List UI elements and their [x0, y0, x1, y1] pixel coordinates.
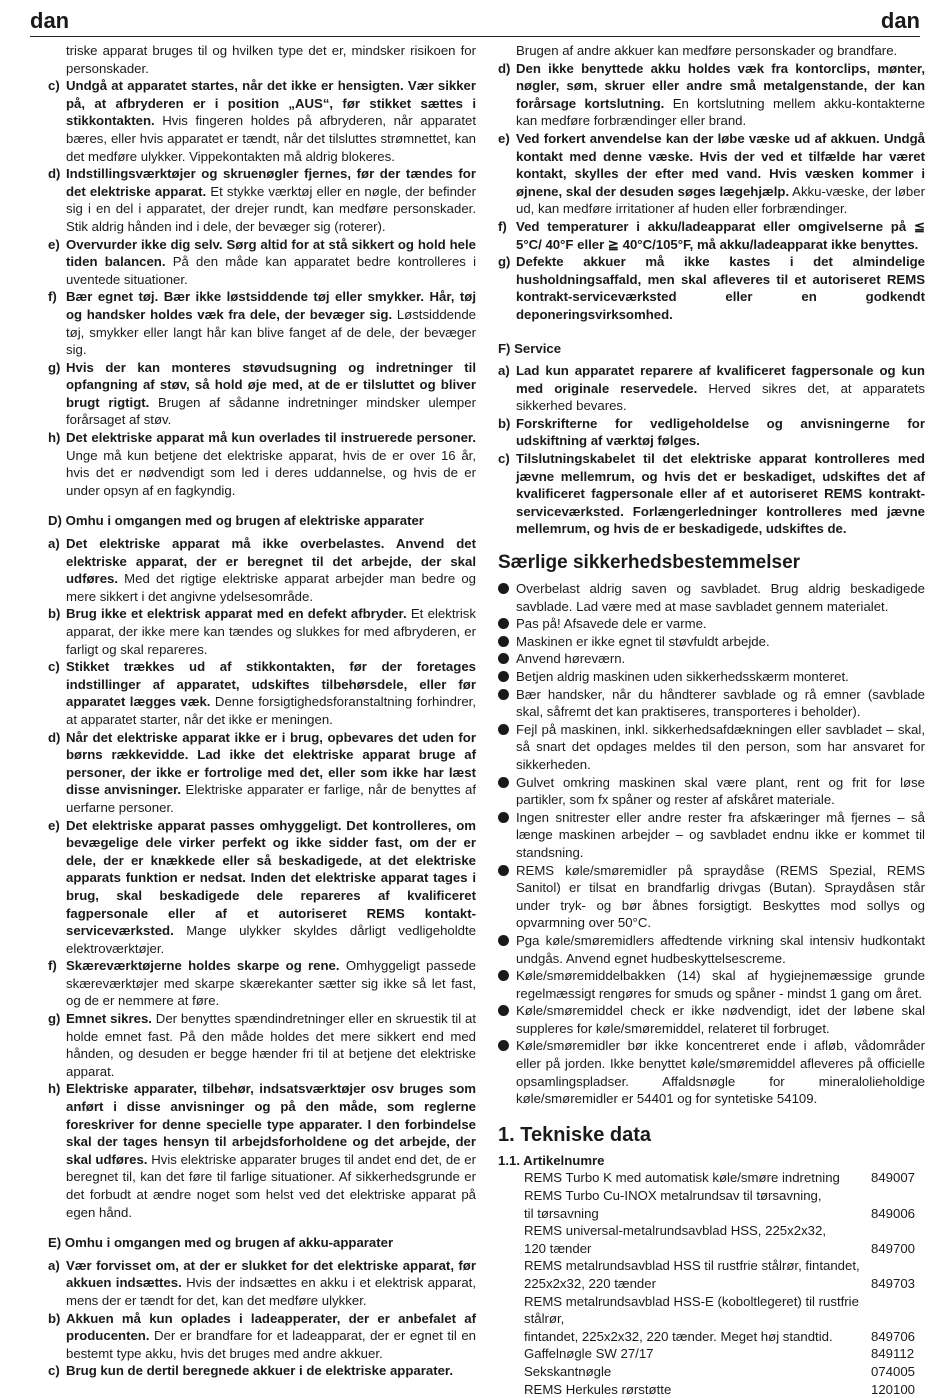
- article-description: REMS Turbo K med automatisk køle/smøre indretning: [524, 1170, 840, 1186]
- bullet-dot-icon: [498, 671, 509, 682]
- item-bold-text: Skæreværktøjerne holdes skarpe og rene.: [66, 958, 340, 974]
- item-marker: b): [48, 606, 61, 622]
- right-column: [498, 42, 925, 1398]
- list-item: [48, 236, 476, 289]
- item-marker: e): [48, 817, 60, 833]
- item-text: Der er brandfare for et ladeapparat, der er egnet til en bestemt type akku, hvis det bruges med andre akkuer.: [66, 1328, 476, 1361]
- article-row: [498, 1275, 925, 1293]
- bullet-item: [498, 967, 925, 1002]
- article-number: 849700: [871, 1240, 916, 1256]
- bullet-dot-icon: [498, 777, 509, 788]
- article-description: REMS metalrundsavblad HSS-E (koboltlegeret) til rustfrie stålrør,: [524, 1293, 859, 1327]
- item-marker: d): [48, 166, 61, 182]
- article-row: [498, 1293, 925, 1328]
- article-description: 120 tænder: [524, 1240, 592, 1256]
- item-bold-text: Akkuen må kun oplades i ladeapperater, der er anbefalet af producenten.: [66, 1310, 476, 1344]
- item-bold-text: Brug ikke et elektrisk apparat med en defekt afbryder.: [66, 606, 407, 622]
- list-item: [498, 415, 925, 450]
- list-item: [48, 1257, 476, 1310]
- item-bold-text: Brug kun de dertil beregnede akkuer i de elektriske apparater.: [66, 1363, 453, 1379]
- item-marker: f): [48, 289, 57, 305]
- item-marker: d): [498, 60, 511, 76]
- list-item: [498, 253, 925, 323]
- item-bold-text: Det elektriske apparat må kun overlades til instruerede personer.: [66, 430, 476, 446]
- article-description: REMS Turbo Cu-INOX metalrundsav til tørsavning,: [524, 1188, 822, 1204]
- bullet-text: Køle/smøremiddelbakken (14) skal af hygiejnemæssige grunde regelmæssigt rengøres for smuds og spåner - mindst 1 gang om året.: [516, 968, 925, 1001]
- item-text: Hvis fingeren holdes på afbryderen, når apparatet bæres, eller hvis apparatet er tændt, når det tilsluttes strømnettet, kan det medføre ulykker. Vippekontakten må aldrig blokeres.: [66, 113, 476, 164]
- article-number: 849112: [871, 1346, 915, 1362]
- bullet-dot-icon: [498, 1040, 509, 1051]
- item-text: Hvis elektriske apparater bruges til andet end det, de er beregnet til, kan det føre til farlige situationer. Af sikkerhedsgrunde er det forbudt at ændre noget som helst ved det elektriske apparat på egen hånd.: [66, 1151, 476, 1220]
- bullet-text: Maskinen er ikke egnet til støvfuldt arbejde.: [516, 633, 770, 649]
- article-row: [498, 1257, 925, 1275]
- bullet-item: [498, 1002, 925, 1037]
- article-numbers-table: [498, 1169, 925, 1398]
- item-marker: a): [498, 363, 510, 379]
- special-safety-list: [498, 580, 925, 1108]
- bullet-item: [498, 774, 925, 809]
- item-bold-text: Indstillingsværktøjer og skruenøgler fjernes, før der tændes for det elektriske apparat.: [66, 166, 476, 199]
- bullet-dot-icon: [498, 583, 509, 594]
- item-bold-text: Ved forkert anvendelse kan der løbe væske ud af akkuen. Undgå kontakt med denne væske. Hvis der ved et tilfælde har været kontakt, skylles der efter med vand. Hvis væsken kommer i øjnene, skal der desuden søges lægehjælp.: [516, 130, 925, 199]
- item-bold-text: Hvis der kan monteres støvudsugning og indretninger til opfangning af støv, så hold øje med, at de er tilsluttet og bliver brugt rigtigt.: [66, 359, 476, 410]
- bullet-text: Bær handsker, når du håndterer savblade og rå emner (savblade skal, såfremt det kan praktiseres, transporteres i beholder).: [516, 686, 925, 720]
- section-c-list: [48, 77, 476, 499]
- article-description: REMS Herkules rørstøtte: [524, 1381, 672, 1397]
- language-code-left: dan: [30, 8, 70, 33]
- item-text: Akku-væske, der løber ud, kan medføre irritationer af huden eller forbrændinger.: [516, 183, 925, 217]
- section-e-title: E) Omhu i omgangen med og brugen af akku-apparater: [48, 1235, 394, 1251]
- article-row: [498, 1240, 925, 1258]
- intro-continuation: triske apparat bruges til og hvilken type det er, mindsker risikoen for personskader.: [66, 43, 476, 76]
- bullet-item: [498, 932, 925, 967]
- list-item: [48, 1080, 476, 1221]
- list-item: [498, 218, 925, 253]
- item-bold-text: Ved temperaturer i akku/ladeapparat eller omgivelserne på ≦ 5°C/ 40°F eller ≧ 40°C/105°F, må akku/ladeapparat ikke benyttes.: [516, 218, 925, 252]
- list-item: [48, 957, 476, 1010]
- item-text: Løstsiddende tøj, smykker eller langt hår kan blive fanget af de dele, der bevæger sig.: [66, 306, 476, 358]
- item-bold-text: Det elektriske apparat passes omhyggeligt. Det kontrolleres, om bevægelige dele virker perfekt og ikke sidder fast, om der er dele, der er knækkede eller så beskadigede, at det elektriske apparats funktion er nedsat. Inden det elektriske apparat tages i brug, skal beskadigede dele repareres af kvalificeret fagpersonale eller af et autoriseret REMS kontakt-serviceværksted.: [66, 817, 476, 939]
- list-item: [48, 288, 476, 358]
- item-marker: a): [48, 1257, 60, 1273]
- item-marker: c): [48, 1363, 60, 1379]
- list-item: [48, 817, 476, 958]
- article-number: [871, 1293, 925, 1328]
- bullet-item: [498, 668, 925, 686]
- item-text: Omhyggeligt passede skæreværktøjer med skarpe skærekanter sætter sig ikke så let fast, og de er nemmere at føre.: [66, 958, 476, 1009]
- item-text: Hvis der indsættes en akku i et elektrisk apparat, mens der er tændt for det, kan det medføre ulykker.: [66, 1275, 476, 1308]
- item-marker: h): [48, 430, 61, 446]
- language-code-right: dan: [880, 8, 920, 33]
- item-bold-text: Bær egnet tøj. Bær ikke løstsiddende tøj eller smykker. Hår, tøj og handsker holdes væk fra dele, der bevæger sig.: [66, 289, 476, 322]
- bullet-text: Overbelast aldrig saven og savbladet. Brug aldrig beskadigede savblade. Lad være med at mase savbladet gennem materialet.: [516, 581, 925, 614]
- special-safety-title: Særlige sikkerhedsbestemmelser: [498, 552, 801, 574]
- item-marker: c): [48, 659, 60, 675]
- item-marker: c): [48, 78, 60, 94]
- item-text: Unge må kun betjene det elektriske apparat, hvis de er over 16 år, hvis det er nødvendigt som led i deres uddannelse, og hvis de er under opsyn af en fagkyndig.: [66, 447, 476, 498]
- item-bold-text: Stikket trækkes ud af stikkontakten, før der foretages indstillinger af apparatet, udskiftes tilbehørsdele, eller før apparatet lægges væk.: [66, 659, 476, 710]
- page-header: [30, 8, 920, 36]
- article-number: [871, 1187, 925, 1205]
- header-rule: [30, 36, 920, 37]
- bullet-item: [498, 721, 925, 774]
- technical-data-title: 1. Tekniske data: [498, 1123, 652, 1146]
- bullet-text: Gulvet omkring maskinen skal være plant, rent og frit for løse partikler, som fx spåner og rester af afskåret materiale.: [516, 774, 925, 808]
- item-bold-text: Overvurder ikke dig selv. Sørg altid for at stå sikkert og hold hele tiden balancen.: [66, 236, 476, 270]
- item-bold-text: Vær forvisset om, at der er slukket for det elektriske apparat, før akkuen indsættes.: [66, 1257, 476, 1291]
- bullet-text: Pga køle/smøremidlers affedtende virkning skal intensiv hudkontakt undgås. Anvend egnet hudbeskyttelsescreme.: [516, 932, 925, 966]
- bullet-dot-icon: [498, 812, 509, 823]
- bullet-dot-icon: [498, 935, 509, 946]
- item-text: På den måde kan apparatet bedre kontrolleres i uventede situationer.: [66, 254, 476, 287]
- bullet-item: [498, 580, 925, 615]
- list-item: [48, 729, 476, 817]
- article-description: Gaffelnøgle SW 27/17: [524, 1346, 654, 1362]
- bullet-dot-icon: [498, 618, 509, 629]
- item-text: Et elektrisk apparat, der ikke mere kan tændes og slukkes for med afbryderen, er farligt og skal repareres.: [66, 606, 476, 657]
- item-marker: g): [48, 359, 61, 375]
- bullet-text: Køle/smøremidler bør ikke koncentreret ende i afløb, vådområder eller på jorden. Ikke benyttet køle/smøremiddel afleveres på officielle opsamlingspladser. Affaldsnøgle for mineralolieholdige køle/smøremidler er 54401 og for syntetiske 54109.: [516, 1038, 925, 1107]
- item-marker: d): [48, 729, 61, 745]
- list-item: [48, 605, 476, 658]
- section-f-title: F) Service: [498, 340, 562, 356]
- item-marker: c): [498, 451, 510, 467]
- item-text: Denne forsigtighedsforanstaltning forhindrer, at apparatet starter, når det ikke er meningen.: [66, 694, 476, 727]
- bullet-text: Betjen aldrig maskinen uden sikkerhedsskærm monteret.: [516, 669, 849, 684]
- item-marker: g): [498, 254, 511, 270]
- bullet-dot-icon: [498, 724, 509, 735]
- item-marker: g): [48, 1011, 61, 1027]
- article-number: 849706: [871, 1328, 916, 1344]
- article-number: 074005: [871, 1363, 916, 1379]
- bullet-dot-icon: [498, 636, 509, 647]
- article-row: [498, 1381, 925, 1398]
- bullet-item: [498, 862, 925, 932]
- article-description: REMS metalrundsavblad HSS til rustfrie stålrør, fintandet,: [524, 1258, 860, 1274]
- article-row: [498, 1222, 925, 1240]
- list-item: [48, 535, 476, 605]
- item-bold-text: Lad kun apparatet reparere af kvalificeret fagpersonale og kun med originale reservedele.: [516, 363, 925, 396]
- item-text: Et stykke værktøj eller en nøgle, der befinder sig i en del i apparatet, der drejer rundt, kan medføre personskader. Stik aldrig hånden ind i dele, der bevæger sig (roterer).: [66, 183, 476, 234]
- item-marker: e): [48, 236, 60, 252]
- item-marker: h): [48, 1081, 61, 1097]
- bullet-item: [498, 686, 925, 721]
- item-text: Med det rigtige elektriske apparat arbejder man bedre og mere sikkert i det angivne ydelsesområde.: [66, 571, 476, 604]
- item-bold-text: Når det elektriske apparat ikke er i brug, opbevares det uden for børns rækkevidde. Lad ikke det elektriske apparat bruge af personer, der ikke er fortrolige med det, eller som ikke har læst disse anvisninger.: [66, 729, 476, 798]
- article-number: 120100: [871, 1381, 916, 1397]
- article-description: 225x2x32, 220 tænder: [524, 1276, 656, 1291]
- bullet-dot-icon: [498, 1005, 509, 1016]
- bullet-text: Pas på! Afsavede dele er varme.: [516, 616, 707, 632]
- article-description: REMS universal-metalrundsavblad HSS, 225x2x32,: [524, 1223, 826, 1239]
- bullet-item: [498, 615, 925, 633]
- list-item: [498, 450, 925, 538]
- bullet-dot-icon: [498, 865, 509, 876]
- list-item: [48, 429, 476, 499]
- item-text: En kortslutning mellem akku-kontakterne kan medføre forbrændinger eller brand.: [516, 95, 925, 129]
- article-description: fintandet, 225x2x32, 220 tænder. Meget høj standtid.: [524, 1328, 833, 1344]
- list-item: [498, 60, 925, 130]
- item-bold-text: Undgå at apparatet startes, når det ikke er hensigten. Vær sikker på, at afbryderen er i position „AUS“, før stikket sættes i stikkontakten.: [66, 78, 476, 129]
- bullet-text: REMS køle/smøremidler på spraydåse (REMS Spezial, REMS Sanitol) er tilsat en brandfarlig drivgas (Butan). Spraydåsen står under tryk- og bør åbnes forsigtigt. Beskyttes mod sollys og opvarmning over 50°C.: [516, 862, 925, 931]
- bullet-text: Ingen snitrester eller andre rester fra afskæringer må fjernes – så længe maskinen arbejder – og savbladet endnu ikke er kommet til standsning.: [516, 809, 925, 860]
- item-marker: b): [48, 1310, 61, 1326]
- list-item: [48, 1362, 476, 1380]
- article-number: 849703: [871, 1276, 916, 1291]
- list-item: [498, 362, 925, 415]
- item-text: Brugen af sådanne indretninger mindsker ulemper forårsaget af støv.: [66, 394, 476, 428]
- article-row: [498, 1187, 925, 1205]
- item-bold-text: Defekte akkuer må ikke kastes i det almindelige husholdningsaffald, men skal afleveres til et autoriseret REMS kontrakt-serviceværksted eller en godkendt deponeringsvirksomhed.: [516, 254, 925, 322]
- article-number: 849007: [871, 1170, 916, 1186]
- list-item: [48, 77, 476, 165]
- item-marker: f): [498, 218, 507, 234]
- list-item: [48, 1010, 476, 1080]
- article-description: Sekskantnøgle: [524, 1363, 612, 1379]
- section-e-list-cont: [498, 60, 925, 324]
- bullet-text: Køle/smøremiddel check er ikke nødvendigt, idet der løbene skal suppleres for køle/smøremiddel, relateret til forbruget.: [516, 1003, 925, 1036]
- list-item: [48, 658, 476, 728]
- battery-continuation: Brugen af andre akkuer kan medføre personskader og brandfare.: [516, 43, 898, 58]
- item-text: Elektriske apparater er farlige, når de benyttes af uerfarne personer.: [66, 782, 477, 815]
- bullet-text: Anvend høreværn.: [516, 651, 626, 667]
- article-number: [871, 1257, 925, 1275]
- bullet-item: [498, 809, 925, 862]
- bullet-text: Fejl på maskinen, inkl. sikkerhedsafdækningen eller savbladet – skal, så snart det opdages meldes til den person, som har ansvaret for sikkerheden.: [516, 721, 925, 772]
- list-item: [48, 1310, 476, 1363]
- section-d-title: D) Omhu i omgangen med og brugen af elektriske apparater: [48, 513, 424, 529]
- list-item: [498, 130, 925, 218]
- section-d-list: [48, 535, 476, 1221]
- article-description: til tørsavning: [524, 1205, 599, 1221]
- list-item: [48, 359, 476, 429]
- article-row: [498, 1205, 925, 1223]
- article-row: [498, 1345, 925, 1363]
- bullet-item: [498, 650, 925, 668]
- section-f-list: [498, 362, 925, 538]
- item-marker: a): [48, 536, 60, 552]
- item-bold-text: Emnet sikres.: [66, 1011, 152, 1027]
- item-text: Mange ulykker skyldes dårligt vedligeholdte elektroværktøjer.: [66, 923, 476, 956]
- item-marker: b): [498, 415, 511, 431]
- article-row: [498, 1328, 925, 1346]
- left-column: [48, 42, 476, 1380]
- item-text: Der benyttes spændindretninger eller en skruestik til at holde emnet fast. På den måde holdes det mere sikkert end med hånden, og desuden er begge hænder fri til at betjene det elektriske apparat.: [66, 1011, 476, 1079]
- item-marker: e): [498, 130, 510, 146]
- bullet-dot-icon: [498, 653, 509, 664]
- article-row: [498, 1169, 925, 1187]
- item-bold-text: Tilslutningskabelet til det elektriske apparat kontrolleres med jævne mellemrum, og hvis det er beskadiget, udskiftes det af kvalificeret fagpersonale eller af et autoriseret REMS kontrakt-serviceværksted. Forlængerledninger kontrolleres med jævne mellemrum, og hvis de er beskadigede, udskiftes de.: [516, 451, 925, 537]
- bullet-dot-icon: [498, 689, 509, 700]
- list-item: [48, 165, 476, 235]
- bullet-item: [498, 633, 925, 651]
- item-bold-text: Forskrifterne for vedligeholdelse og anvisningerne for udskiftning af værktøj følges.: [516, 415, 925, 449]
- article-numbers-subtitle: 1.1. Artikelnumre: [498, 1152, 605, 1168]
- item-bold-text: Den ikke benyttede akku holdes væk fra kontorclips, mønter, nøgler, søm, skruer eller andre små metalgenstande, der kan forårsage kortslutning.: [516, 60, 925, 111]
- section-e-list: [48, 1257, 476, 1380]
- article-row: [498, 1363, 925, 1381]
- item-marker: f): [48, 958, 57, 974]
- bullet-item: [498, 1037, 925, 1107]
- bullet-dot-icon: [498, 970, 509, 981]
- item-text: Herved sikres det, at apparatets sikkerhed bevares.: [516, 380, 926, 414]
- article-number: 849006: [871, 1205, 916, 1221]
- article-number: [871, 1222, 925, 1240]
- item-bold-text: Elektriske apparater, tilbehør, indsatsværktøjer osv bruges som anført i disse anvisninger og på den måde, som reglerne foreskriver for denne specielle type apparater. I den forbindelse skal der tages hensyn til arbejdsforholdene og det arbejde, der skal udføres.: [66, 1081, 476, 1167]
- item-bold-text: Det elektriske apparat må ikke overbelastes. Anvend det elektriske apparat, der er beregnet til det arbejde, der skal udføres.: [66, 536, 476, 587]
